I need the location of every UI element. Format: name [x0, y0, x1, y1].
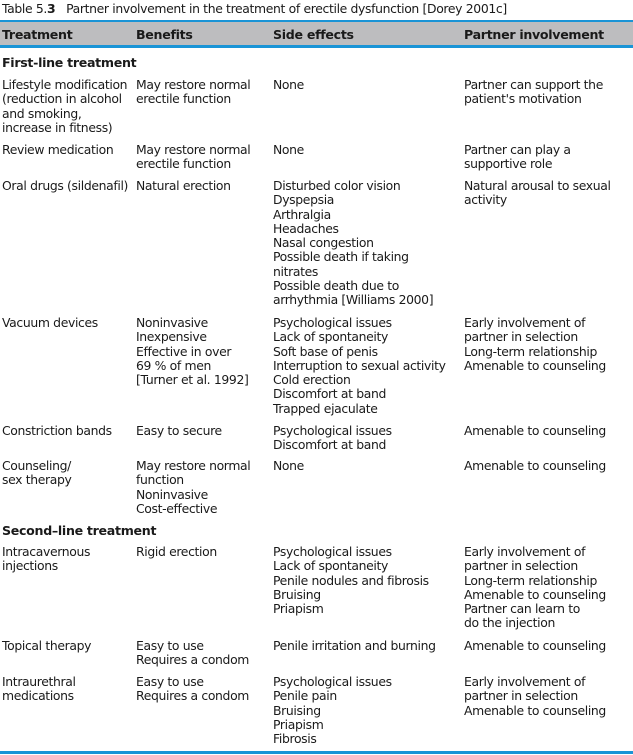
cell-partner: Partner can support the patient's motivation [464, 77, 603, 107]
column-header-side-effects: Side effects [273, 27, 354, 42]
cell-partner: Amenable to counseling [464, 458, 606, 473]
cell-partner: Early involvement of partner in selection Long-term relationship Amenable to counseling Partner can learn to do the injection [464, 544, 606, 631]
cell-benefits: Natural erection [136, 178, 231, 193]
cell-side-effects: None [273, 142, 304, 157]
cell-treatment: Vacuum devices [2, 315, 98, 330]
table-label: Table 5. [2, 1, 48, 16]
cell-side-effects: None [273, 458, 304, 473]
column-header-benefits: Benefits [136, 27, 193, 42]
cell-benefits: Easy to secure [136, 423, 222, 438]
cell-treatment: Intracavernous injections [2, 544, 91, 574]
column-header-partner-involvement: Partner involvement [464, 27, 604, 42]
table-bottom-rule [0, 751, 633, 754]
cell-benefits: Easy to use Requires a condom [136, 638, 250, 668]
section-heading-second-line: Second–line treatment [2, 523, 157, 538]
cell-benefits: Rigid erection [136, 544, 217, 559]
cell-partner: Amenable to counseling [464, 423, 606, 438]
cell-benefits: May restore normal erectile function [136, 142, 251, 172]
cell-partner: Early involvement of partner in selection Long-term relationship Amenable to counseling [464, 315, 606, 373]
cell-partner: Amenable to counseling [464, 638, 606, 653]
table-header [0, 20, 633, 48]
section-heading-first-line: First-line treatment [2, 55, 137, 70]
cell-treatment: Topical therapy [2, 638, 92, 653]
table-number: 3 [47, 1, 56, 16]
cell-benefits: May restore normal erectile function [136, 77, 251, 107]
cell-side-effects: Disturbed color vision Dyspepsia Arthralgia Headaches Nasal congestion Possible death if taking nitrates Possible death due to arrhythmia [Williams 2000] [273, 178, 434, 308]
cell-side-effects: Psychological issues Lack of spontaneity Penile nodules and fibrosis Bruising Priapism [273, 544, 429, 617]
cell-partner: Partner can play a supportive role [464, 142, 571, 172]
cell-treatment: Oral drugs (sildenafil) [2, 178, 129, 193]
table-title: Partner involvement in the treatment of erectile dysfunction [Dorey 2001c] [66, 1, 507, 16]
cell-side-effects: Psychological issues Penile pain Bruising Priapism Fibrosis [273, 674, 392, 747]
cell-benefits: Noninvasive Inexpensive Effective in over 69 % of men [Turner et al. 1992] [136, 315, 249, 388]
cell-treatment: Counseling/ sex therapy [2, 458, 72, 488]
cell-treatment: Review medication [2, 142, 114, 157]
cell-side-effects: Psychological issues Discomfort at band [273, 423, 392, 453]
cell-benefits: Easy to use Requires a condom [136, 674, 250, 704]
column-header-treatment: Treatment [2, 27, 73, 42]
cell-treatment: Constriction bands [2, 423, 112, 438]
cell-side-effects: None [273, 77, 304, 92]
cell-side-effects: Psychological issues Lack of spontaneity Soft base of penis Interruption to sexual activity Cold erection Discomfort at band Trapped ejaculate [273, 315, 446, 416]
cell-partner: Natural arousal to sexual activity [464, 178, 611, 208]
cell-partner: Early involvement of partner in selection Amenable to counseling [464, 674, 606, 718]
cell-treatment: Lifestyle modification (reduction in alcohol and smoking, increase in fitness) [2, 77, 128, 135]
cell-treatment: Intraurethral medications [2, 674, 76, 704]
cell-benefits: May restore normal function Noninvasive Cost-effective [136, 458, 251, 516]
table-caption [2, 1, 507, 16]
cell-side-effects: Penile irritation and burning [273, 638, 436, 653]
